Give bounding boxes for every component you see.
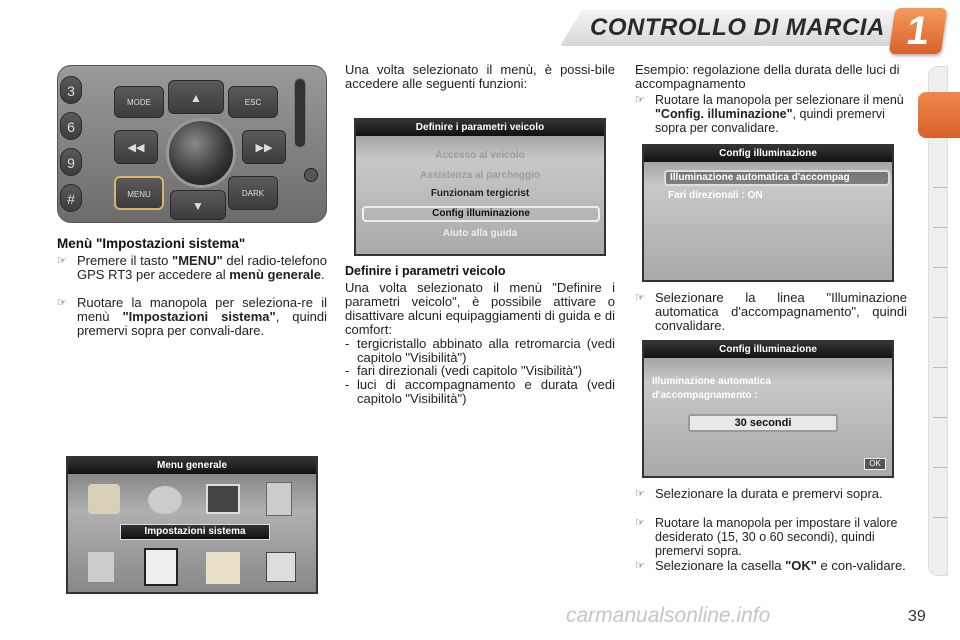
- pointing-hand-icon: ☞: [635, 94, 645, 106]
- radio-control-panel-image: [57, 65, 327, 223]
- pointing-hand-icon: ☞: [635, 292, 645, 304]
- middle-paragraph: Una volta selezionato il menù "Definire i parametri veicolo", è possibile attivare o disattivare alcuni equipaggiamenti di guida e di comfort:: [345, 280, 615, 337]
- pointing-hand-icon: ☞: [635, 488, 645, 500]
- phone-icon: [148, 486, 182, 514]
- section-heading-impostazioni: Menù "Impostazioni sistema": [57, 236, 246, 251]
- screen-item: Aiuto alla guida: [442, 228, 518, 239]
- card-slot: [294, 78, 306, 148]
- next-key: ▶▶: [242, 130, 286, 164]
- instruction-bullet-2: ☞ Ruotare la manopola per seleziona-re il menù "Impostazioni sistema", quindi premervi sopra per convali-dare.: [57, 295, 327, 338]
- key-6: 6: [60, 112, 82, 140]
- instruction-bullet-5: ☞ Selezionare la durata e premervi sopra.: [635, 486, 883, 501]
- screen-item: Funzionam tergicrist: [430, 188, 530, 199]
- pointing-hand-icon: ☞: [635, 560, 645, 572]
- key-9: 9: [60, 148, 82, 176]
- right-intro: Esempio: regolazione della durata delle luci di accompagnamento: [635, 62, 900, 91]
- dash-item: - tergicristallo abbinato alla retromarcia (vedi capitolo "Visibilità"): [345, 336, 615, 365]
- equalizer-icon: [144, 548, 178, 586]
- up-key: ▲: [168, 80, 224, 114]
- computer-icon: [206, 484, 240, 514]
- middle-intro: Una volta selezionato il menù, è possi-bile accedere alle seguenti funzioni:: [345, 62, 615, 91]
- page-number: 39: [908, 608, 926, 625]
- rotary-knob: [166, 118, 236, 188]
- prev-key: ◀◀: [114, 130, 158, 164]
- chapter-badge: 1: [889, 8, 947, 54]
- menu-generale-screen: Menu generale Impostazioni sistema: [66, 456, 318, 594]
- down-key: ▼: [170, 190, 226, 220]
- page-title: CONTROLLO DI MARCIA: [590, 14, 885, 41]
- screen-item: Accesso al veicolo: [435, 150, 525, 161]
- dash-item: - fari direzionali (vedi capitolo "Visibilità"): [345, 363, 583, 378]
- dash-item: - luci di accompagnamento e durata (vedi capitolo "Visibilità"): [345, 377, 615, 406]
- screen-item-selected[interactable]: Config illuminazione: [362, 206, 600, 222]
- section-heading-parametri: Definire i parametri veicolo: [345, 264, 506, 278]
- instruction-bullet-7: ☞ Selezionare la casella "OK" e con-validare.: [635, 558, 906, 573]
- media-icon: [266, 552, 296, 582]
- instruction-bullet-4: ☞ Selezionare la linea "Illuminazione automatica d'accompagnamento", quindi convalidare.: [635, 290, 907, 333]
- menu-item-selected[interactable]: Impostazioni sistema: [120, 524, 270, 540]
- document-icon: [266, 482, 292, 516]
- dark-key: DARK: [228, 176, 278, 210]
- watermark: carmanualsonline.info: [566, 604, 771, 627]
- instruction-bullet-1: ☞ Premere il tasto "MENU" del radio-telefono GPS RT3 per accedere al menù generale.: [57, 253, 327, 282]
- pointing-hand-icon: ☞: [57, 255, 67, 267]
- definire-parametri-screen: Definire i parametri veicolo Accesso al veicolo Assistenza al parcheggio Funzionam tergicrist Config illuminazione Aiuto alla guida: [354, 118, 606, 256]
- menu-key: MENU: [114, 176, 164, 210]
- duration-value-field[interactable]: 30 secondi: [688, 414, 838, 432]
- mode-key: MODE: [114, 86, 164, 118]
- key-3: 3: [60, 76, 82, 104]
- config-illuminazione-screen-2: Config illuminazione Illuminazione automatica d'accompagnamento : 30 secondi OK: [642, 340, 894, 478]
- pointing-hand-icon: ☞: [57, 297, 67, 309]
- chapter-tab-active[interactable]: [918, 92, 960, 138]
- settings-icon: [88, 552, 114, 582]
- chapter-tabs: [928, 66, 948, 576]
- navigation-icon: [88, 484, 120, 514]
- small-button: [304, 168, 318, 182]
- screen-item: Assistenza al parcheggio: [419, 170, 541, 181]
- instruction-bullet-6: ☞ Ruotare la manopola per impostare il valore desiderato (15, 30 o 60 secondi), quindi premervi sopra.: [635, 516, 898, 558]
- key-hash: #: [60, 184, 82, 212]
- ok-box[interactable]: OK: [864, 458, 886, 470]
- instruction-bullet-3: ☞ Ruotare la manopola per selezionare il menù "Config. illuminazione", quindi premervi sopra per convalidare.: [635, 93, 904, 135]
- esc-key: ESC: [228, 86, 278, 118]
- pointing-hand-icon: ☞: [635, 517, 645, 529]
- screen-item: Fari direzionali : ON: [668, 190, 763, 201]
- config-illuminazione-screen-1: Config illuminazione Illuminazione automatica d'accompag Fari direzionali : ON: [642, 144, 894, 282]
- map-icon: [206, 552, 240, 584]
- screen-item-selected[interactable]: Illuminazione automatica d'accompag: [664, 170, 890, 186]
- page-header: [0, 0, 960, 58]
